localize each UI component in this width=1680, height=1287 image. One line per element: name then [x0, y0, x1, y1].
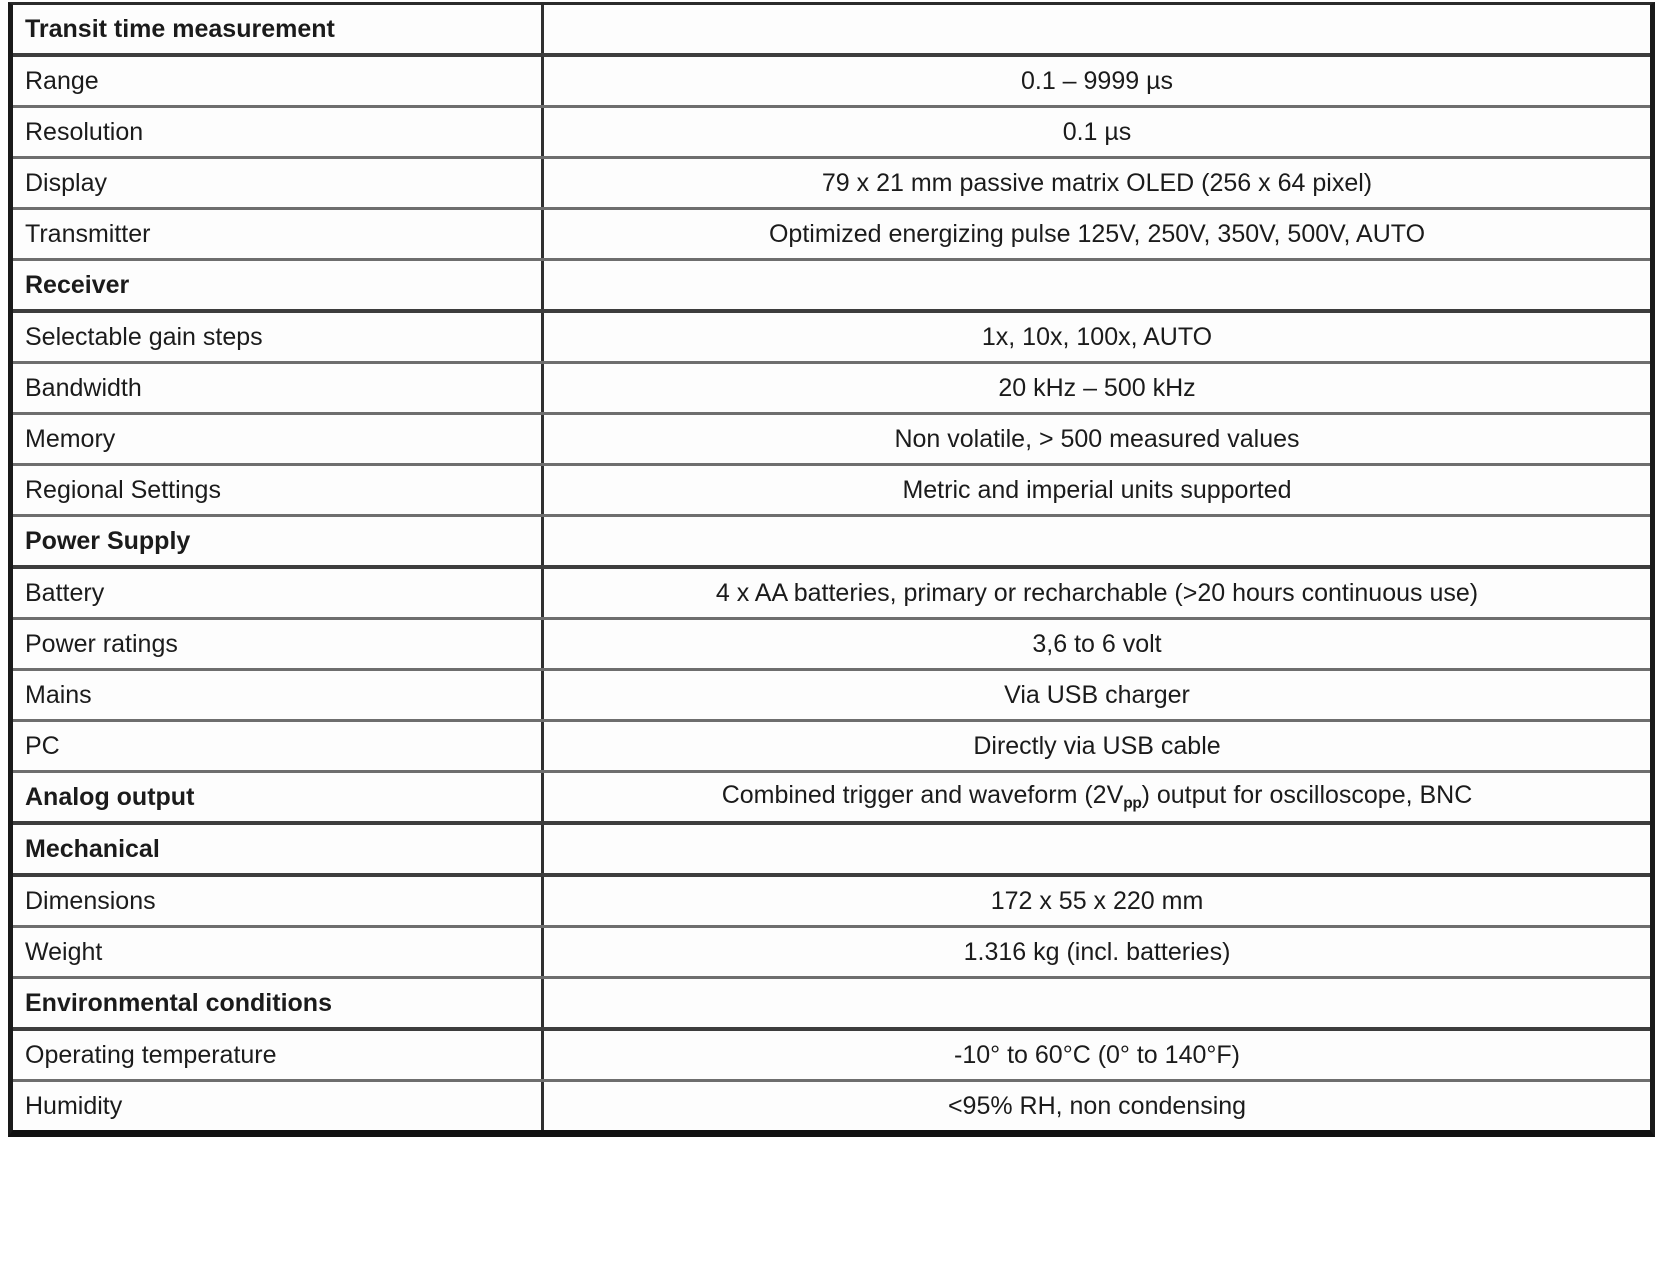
spec-label: Mains: [13, 670, 543, 721]
table-row: [13, 209, 1650, 260]
table-row: [13, 363, 1650, 414]
section-header-label: Receiver: [13, 260, 543, 312]
table-row: [13, 1081, 1650, 1131]
section-header-label: Analog output: [13, 772, 543, 824]
spec-value: Metric and imperial units supported: [543, 465, 1651, 516]
spec-value: 20 kHz – 500 kHz: [543, 363, 1651, 414]
spec-label: Transmitter: [13, 209, 543, 260]
spec-label: Operating temperature: [13, 1029, 543, 1081]
spec-value: 4 x AA batteries, primary or recharchable (>20 hours continuous use): [543, 567, 1651, 619]
spec-value: 79 x 21 mm passive matrix OLED (256 x 64 pixel): [543, 158, 1651, 209]
spec-label: Power ratings: [13, 619, 543, 670]
spec-value: [543, 516, 1651, 568]
table-row: [13, 619, 1650, 670]
spec-label: Range: [13, 55, 543, 107]
spec-value: Via USB charger: [543, 670, 1651, 721]
spec-value: 1x, 10x, 100x, AUTO: [543, 311, 1651, 363]
table-row: [13, 158, 1650, 209]
spec-value: 0.1 µs: [543, 107, 1651, 158]
spec-value: 172 x 55 x 220 mm: [543, 875, 1651, 927]
table-row: [13, 567, 1650, 619]
spec-value: 1.316 kg (incl. batteries): [543, 927, 1651, 978]
table-row: [13, 978, 1650, 1030]
table-row: [13, 875, 1650, 927]
section-header-label: Environmental conditions: [13, 978, 543, 1030]
table-row: [13, 1029, 1650, 1081]
section-header-label: Mechanical: [13, 823, 543, 875]
table-row: [13, 5, 1650, 55]
section-header-label: Power Supply: [13, 516, 543, 568]
spec-label: Memory: [13, 414, 543, 465]
spec-label: Selectable gain steps: [13, 311, 543, 363]
table-row: [13, 311, 1650, 363]
specification-table-body: [13, 5, 1650, 1130]
spec-label: Humidity: [13, 1081, 543, 1131]
spec-label: Battery: [13, 567, 543, 619]
spec-value: [543, 260, 1651, 312]
table-row: [13, 107, 1650, 158]
spec-label: Weight: [13, 927, 543, 978]
spec-value: -10° to 60°C (0° to 140°F): [543, 1029, 1651, 1081]
spec-label: Regional Settings: [13, 465, 543, 516]
spec-label: Dimensions: [13, 875, 543, 927]
spec-value: Optimized energizing pulse 125V, 250V, 350V, 500V, AUTO: [543, 209, 1651, 260]
table-row: [13, 670, 1650, 721]
table-row: [13, 414, 1650, 465]
table-row: [13, 516, 1650, 568]
spec-label: Resolution: [13, 107, 543, 158]
specification-table: [13, 5, 1650, 1130]
spec-value: [543, 978, 1651, 1030]
spec-value: <95% RH, non condensing: [543, 1081, 1651, 1131]
specification-table-container: [8, 2, 1655, 1137]
table-row: [13, 721, 1650, 772]
table-row: [13, 772, 1650, 824]
spec-label: Bandwidth: [13, 363, 543, 414]
table-row: [13, 465, 1650, 516]
table-row: [13, 927, 1650, 978]
table-row: [13, 55, 1650, 107]
table-row: [13, 260, 1650, 312]
spec-label: Display: [13, 158, 543, 209]
spec-value: [543, 823, 1651, 875]
spec-label: PC: [13, 721, 543, 772]
spec-value: 3,6 to 6 volt: [543, 619, 1651, 670]
table-row: [13, 823, 1650, 875]
spec-value: 0.1 – 9999 µs: [543, 55, 1651, 107]
spec-value: Non volatile, > 500 measured values: [543, 414, 1651, 465]
spec-value: [543, 5, 1651, 55]
spec-value: Directly via USB cable: [543, 721, 1651, 772]
spec-value: Combined trigger and waveform $(2V_{pp})$ output for oscilloscope, BNC: [543, 772, 1651, 824]
section-header-label: Transit time measurement: [13, 5, 543, 55]
